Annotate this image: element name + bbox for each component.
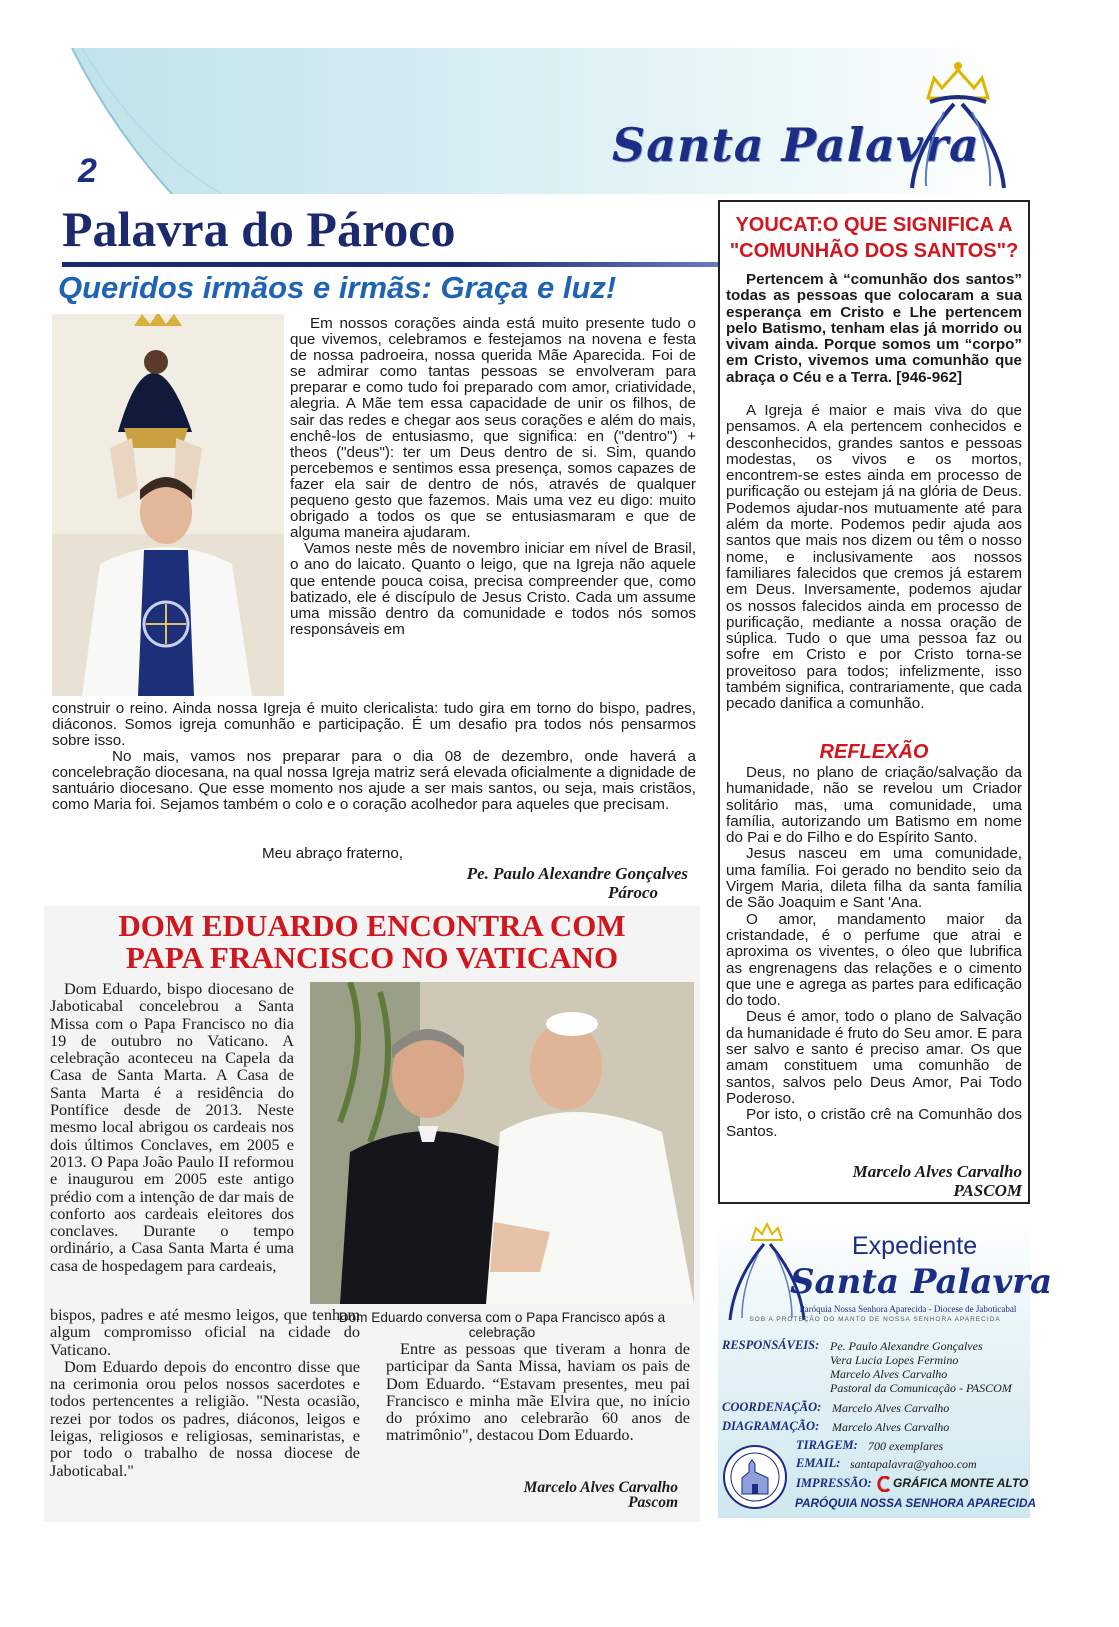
responsavel-4: Pastoral da Comunicação - PASCOM bbox=[830, 1381, 1012, 1395]
reflexao-title: REFLEXÃO bbox=[819, 741, 929, 763]
bishop-and-pope-photo bbox=[310, 982, 694, 1304]
page-number: 2 bbox=[78, 152, 97, 190]
youcat-author-name: Marcelo Alves Carvalho bbox=[852, 1162, 1022, 1181]
eduardo-headline-line-2: PAPA FRANCISCO NO VATICANO bbox=[125, 940, 619, 975]
paroco-p1-text: Em nossos corações ainda está muito presente tudo o que vivemos, celebramos e festejamos na novena e festa de nossa padroeira, nossa querida Mãe Aparecida. Foi de se admirar como tantas pessoas se envolveram para preparar e como tudo foi preparado com amor, criatividade, alegria. A Mãe tem essa capacidade de unir os filhos, de sair das redes e chegar aos seus corações e além do mais, enchê-los de entusiasmo, que significa: en ("dentro") + theos ("deus"): ter um Deus dentro de si. Sim, quando percebemos e sentimos essa presença, somos capazes de fazer ela sair de dentro de nós, através de qualquer pequeno gesto que fazemos. Mais uma vez eu digo: muito obrigado a todos os que se entusiasmaram e que de alguma maneira ajudaram. bbox=[290, 315, 696, 542]
reflexao-p3: O amor, mandamento maior da cristandade, é o perfume que atrai e aproxima os viventes, o óleo que lubrifica as engrenagens das relações e o cimento que une e agrega as partes para edificação do todo. bbox=[726, 910, 1022, 1010]
youcat-title-line-1: YOUCAT:O QUE SIGNIFICA A bbox=[735, 214, 1013, 236]
diagramacao-label: DIAGRAMAÇÃO: bbox=[722, 1419, 820, 1433]
youcat-author-role: PASCOM bbox=[953, 1181, 1022, 1200]
reflexao-p1: Deus, no plano de criação/salvação da humanidade, não se revelou um Criador solitário mas, uma comunidade, uma família, autorizando um Batismo em nome do Pai e do Filho e do Espírito Santo. bbox=[726, 764, 1022, 847]
expediente-parish-line: Paróquia Nossa Senhora Aparecida - Diocese de Jaboticabal bbox=[799, 1304, 1017, 1314]
paroco-greeting: Queridos irmãos e irmãs: Graça e luz! bbox=[58, 270, 617, 305]
email-label: EMAIL: bbox=[796, 1456, 841, 1470]
mantle-crown-icon bbox=[908, 56, 1008, 196]
coordenacao-label: COORDENAÇÃO: bbox=[722, 1400, 822, 1414]
expediente-masthead: Santa Palavra bbox=[790, 1262, 1053, 1302]
grafica-name: GRÁFICA MONTE ALTO bbox=[893, 1476, 1029, 1490]
youcat-paragraph: A Igreja é maior e mais viva do que pensamos. A ela pertencem conhecidos e desconhecidos, grandes santos e pessoas modestas, os vivos e os mortos, encontrem-se estes ainda em processo de purificação ou estejam já na glória de Deus. Podemos ajudar-nos mutuamente até para além da morte. Podemos pedir ajuda aos santos que mais nos dizem ou têm o nosso nome, e inclusivamente aos nossos familiares falecidos que cremos já estarem em Deus. Inversamente, podemos ajudar os nossos falecidos ainda em processo de purificação, mediante a nossa oração de súplica. Tudo o que uma pessoa faz ou sofre em Cristo e por Cristo torna-se proveitoso para todos; infelizmente, isso também significa, contrariamente, que cada pecado danifica a comunhão. bbox=[726, 402, 1022, 713]
masthead-title: Santa Palavra bbox=[612, 118, 980, 172]
eduardo-col1b-a: bispos, padres e até mesmo leigos, que tenham algum compromisso oficial na cidade do Vaticano. bbox=[50, 1305, 360, 1359]
reflexao-body bbox=[726, 765, 1022, 1140]
tiragem-label: TIRAGEM: bbox=[796, 1438, 858, 1452]
tiragem-value: 700 exemplares bbox=[868, 1439, 944, 1453]
church-seal-icon bbox=[722, 1444, 788, 1510]
reflexao-p4: Deus é amor, todo o plano de Salvação da humanidade é fruto do Seu amor. E para ser salvo e santo é preciso amar. Os que amam constituem uma comunhão de santos, salvos pelo Deus Amor, Pai Todo Poderoso. bbox=[726, 1008, 1022, 1107]
paroco-author bbox=[426, 864, 688, 902]
expediente-title: Expediente bbox=[852, 1232, 978, 1260]
grafica-logo-icon bbox=[877, 1476, 891, 1492]
youcat-author bbox=[726, 1162, 1022, 1200]
responsaveis-label: RESPONSÁVEIS: bbox=[722, 1338, 820, 1352]
impressao-label: IMPRESSÃO: bbox=[796, 1476, 872, 1490]
email-value: santapalavra@yahoo.com bbox=[850, 1457, 977, 1471]
eduardo-headline-line-1: DOM EDUARDO ENCONTRA COM bbox=[118, 908, 626, 943]
responsavel-1: Pe. Paulo Alexandre Gonçalves bbox=[830, 1339, 983, 1353]
paroco-author-name: Pe. Paulo Alexandre Gonçalves bbox=[466, 864, 688, 883]
coordenacao-value: Marcelo Alves Carvalho bbox=[832, 1401, 950, 1415]
section-divider bbox=[62, 262, 722, 267]
paroco-paragraph-3: No mais, vamos nos preparar para o dia 08 de dezembro, onde haverá a concelebração diocesana, na qual nossa Igreja matriz será elevada oficialmente a dignidade de santuário diocesano. Que esse momento nos ajude a ser mais santos, ou seja, mais cristãos, como Maria foi. Sejamos também o colo e o coração acolhedor para aqueles que precisam. bbox=[52, 748, 696, 814]
paroco-author-role: Pároco bbox=[607, 883, 658, 902]
eduardo-column-1: Dom Eduardo, bispo diocesano de Jaboticabal concelebrou a Santa Missa com o Papa Francisco no dia 19 de outubro no Vaticano. A celebração aconteceu na Capela da Casa de Santa Marta. A Casa de Santa Marta é a residência do Pontífice desde de 2013. Neste mesmo local abrigou os cardeais nos dois últimos Conclaves, em 2005 e 2013. O Papa João Paulo II reformou e inaugurou em 2005 este antigo prédio com a intenção de dar mais de conforto aos cardeais eleitores dos conclaves. Durante o tempo ordinário, a Casa Santa Marta é uma casa de hospedagem para cardeais, bbox=[50, 979, 294, 1275]
photo-caption: Dom Eduardo conversa com o Papa Francisco após a celebração bbox=[338, 1310, 666, 1340]
paroco-paragraph-1 bbox=[290, 316, 696, 638]
responsavel-2: Vera Lucia Lopes Fermino bbox=[830, 1353, 959, 1367]
expediente-tagline: SOB A PROTEÇÃO DO MANTO DE NOSSA SENHORA APARECIDA bbox=[749, 1316, 1001, 1323]
paroco-p2-start: Vamos neste mês de novembro iniciar em nível de Brasil, o ano do laicato. Quanto o leigo, que na Igreja não aquele que entende pouca coisa, precisa compreender que, como batizado, ele é discípulo de Jesus Cristo. Cada um assume uma missão dentro da comunidade e todos nós somos responsáveis em bbox=[290, 540, 696, 638]
eduardo-author-role: Pascom bbox=[628, 1494, 678, 1511]
paroco-paragraph-2: construir o reino. Ainda nossa Igreja é muito clericalista: tudo gira em torno do bispo, padres, diáconos. Somos igreja comunhão e participação. É um desafio pra todos nós pensarmos sobre isso. bbox=[52, 700, 696, 750]
paroco-signoff: Meu abraço fraterno, bbox=[262, 845, 403, 862]
priest-holding-statue-photo bbox=[52, 314, 284, 696]
reflexao-p5: Por isto, o cristão crê na Comunhão dos Santos. bbox=[726, 1106, 1022, 1140]
eduardo-column-2: Entre as pessoas que tiveram a honra de participar da Santa Missa, haviam os pais de Dom Eduardo. “Estavam presentes, meu pai Francisco e minha mãe Elvira que, no início do próximo ano celebrarão 60 anos de matrimônio", destacou Dom Eduardo. bbox=[386, 1339, 690, 1445]
paroquia-name: PARÓQUIA NOSSA SENHORA APARECIDA bbox=[795, 1496, 1036, 1510]
eduardo-author bbox=[440, 1480, 678, 1510]
eduardo-headline bbox=[44, 910, 700, 974]
youcat-bold-intro: Pertencem à “comunhão dos santos” todas as pessoas que colocaram a sua esperança em Cristo e Lhe pertencem pelo Batismo, tenham elas já morrido ou vivam ainda. Porque somos um “corpo” em Cristo, vivemos uma comunhão que abraça o Céu e a Terra. [946-962] bbox=[726, 271, 1022, 386]
diagramacao-value: Marcelo Alves Carvalho bbox=[832, 1420, 950, 1434]
youcat-title bbox=[718, 212, 1030, 264]
eduardo-author-name: Marcelo Alves Carvalho bbox=[523, 1479, 678, 1496]
eduardo-col1b-b: Dom Eduardo depois do encontro disse que na cerimonia orou pelos nossos sacerdotes e todos pertencentes a religião. "Nesta ocasião, rezei por todos os padres, diáconos, leigos e leigas, religiosos e religiosas, seminaristas, e por todo o trabalho de nossa diocese de Jaboticabal." bbox=[50, 1356, 360, 1480]
section-title-paroco: Palavra do Pároco bbox=[62, 201, 456, 257]
responsavel-3: Marcelo Alves Carvalho bbox=[830, 1367, 948, 1381]
youcat-title-line-2: "COMUNHÃO DOS SANTOS"? bbox=[729, 240, 1019, 262]
reflexao-p2: Jesus nasceu em uma comunidade, uma família. Foi gerado no bendito seio da Virgem Maria, dileta filha da santa família de São Joaquim e Sant 'Ana. bbox=[726, 845, 1022, 912]
